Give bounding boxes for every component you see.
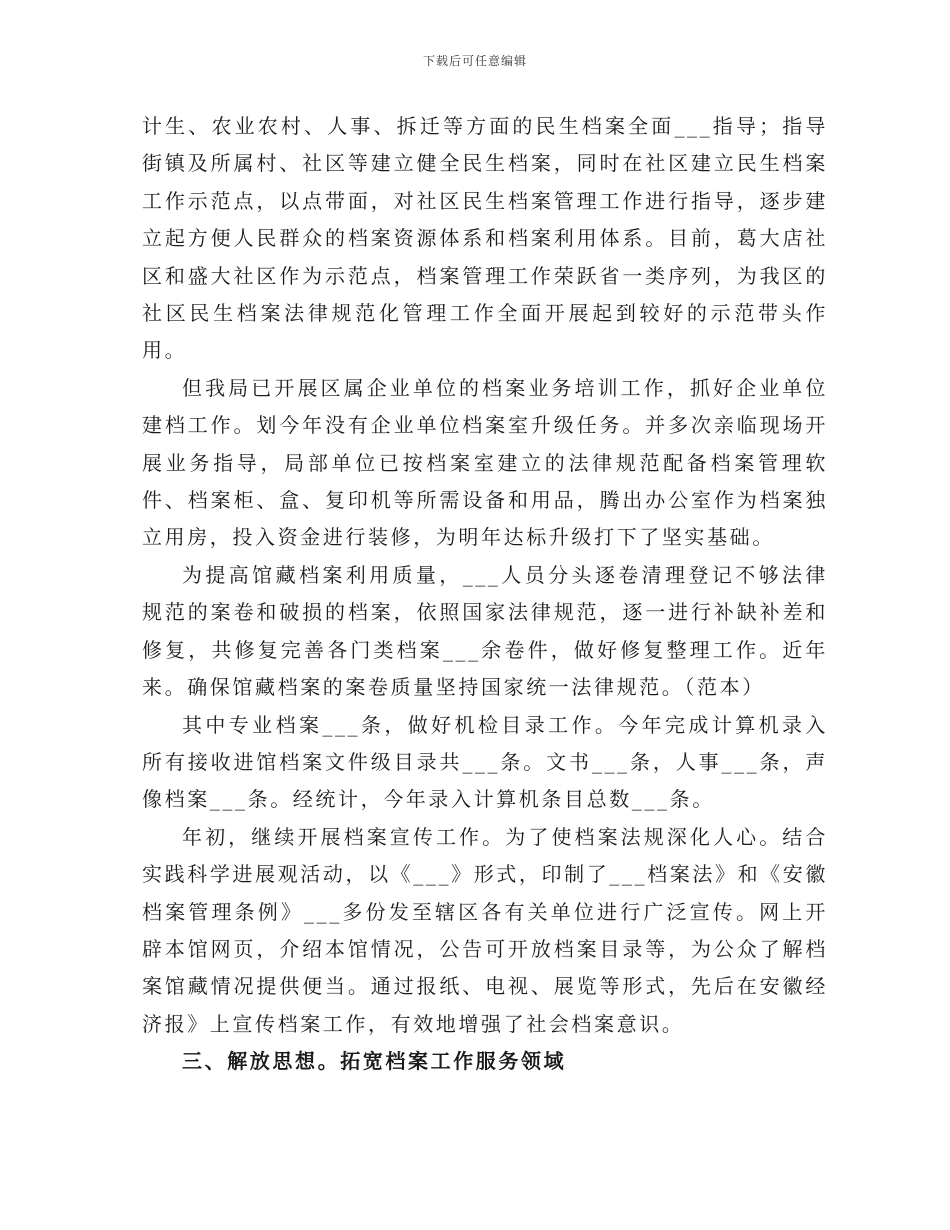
section-heading: 三、解放思想。拓宽档案工作服务领域: [182, 1049, 567, 1074]
paragraph-1: 计生、农业农村、人事、拆迁等方面的民生档案全面___指导；指导街镇及所属村、社区等建立健全民生档案，同时在社区建立民生档案工作示范点，以点带面，对社区民生档案管理工作进行指导，逐步建立起方便人民群众的档案资源体系和档案利用体系。目前，葛大店社区和盛大社区作为示范点，档案管理工作荣跃省一类序列，为我区的社区民生档案法律规范化管理工作全面开展起到较好的示范带头作用。: [142, 114, 828, 363]
page-header: 下载后可任意编辑: [422, 54, 527, 68]
document-body: [142, 108, 828, 1081]
paragraph-2: 但我局已开展区属企业单位的档案业务培训工作，抓好企业单位建档工作。划今年没有企业单位档案室升级任务。并多次亲临现场开展业务指导，局部单位已按档案室建立的法律规范配备档案管理软件、档案柜、盒、复印机等所需设备和用品，腾出办公室作为档案独立用房，投入资金进行装修，为明年达标升级打下了坚实基础。: [142, 375, 828, 550]
paragraph-5: 年初，继续开展档案宣传工作。为了使档案法规深化人心。结合实践科学进展观活动，以《___》形式，印制了___档案法》和《安徽档案管理条例》___多份发至辖区各有关单位进行广泛宣传。网上开辟本馆网页，介绍本馆情况，公告可开放档案目录等，为公众了解档案馆藏情况提供便当。通过报纸、电视、展览等形式，先后在安徽经济报》上宣传档案工作，有效地增强了社会档案意识。: [142, 824, 828, 1036]
paragraph-3: 为提高馆藏档案利用质量，___人员分头逐卷清理登记不够法律规范的案卷和破损的档案，依照国家法律规范，逐一进行补缺补差和修复，共修复完善各门类档案___余卷件，做好修复整理工作。近年来。确保馆藏档案的案卷质量坚持国家统一法律规范。（范本）: [142, 562, 828, 700]
paragraph-4: 其中专业档案___条，做好机检目录工作。今年完成计算机录入所有接收进馆档案文件级目录共___条。文书___条，人事___条，声像档案___条。经统计，今年录入计算机条目总数___条。: [142, 712, 828, 812]
